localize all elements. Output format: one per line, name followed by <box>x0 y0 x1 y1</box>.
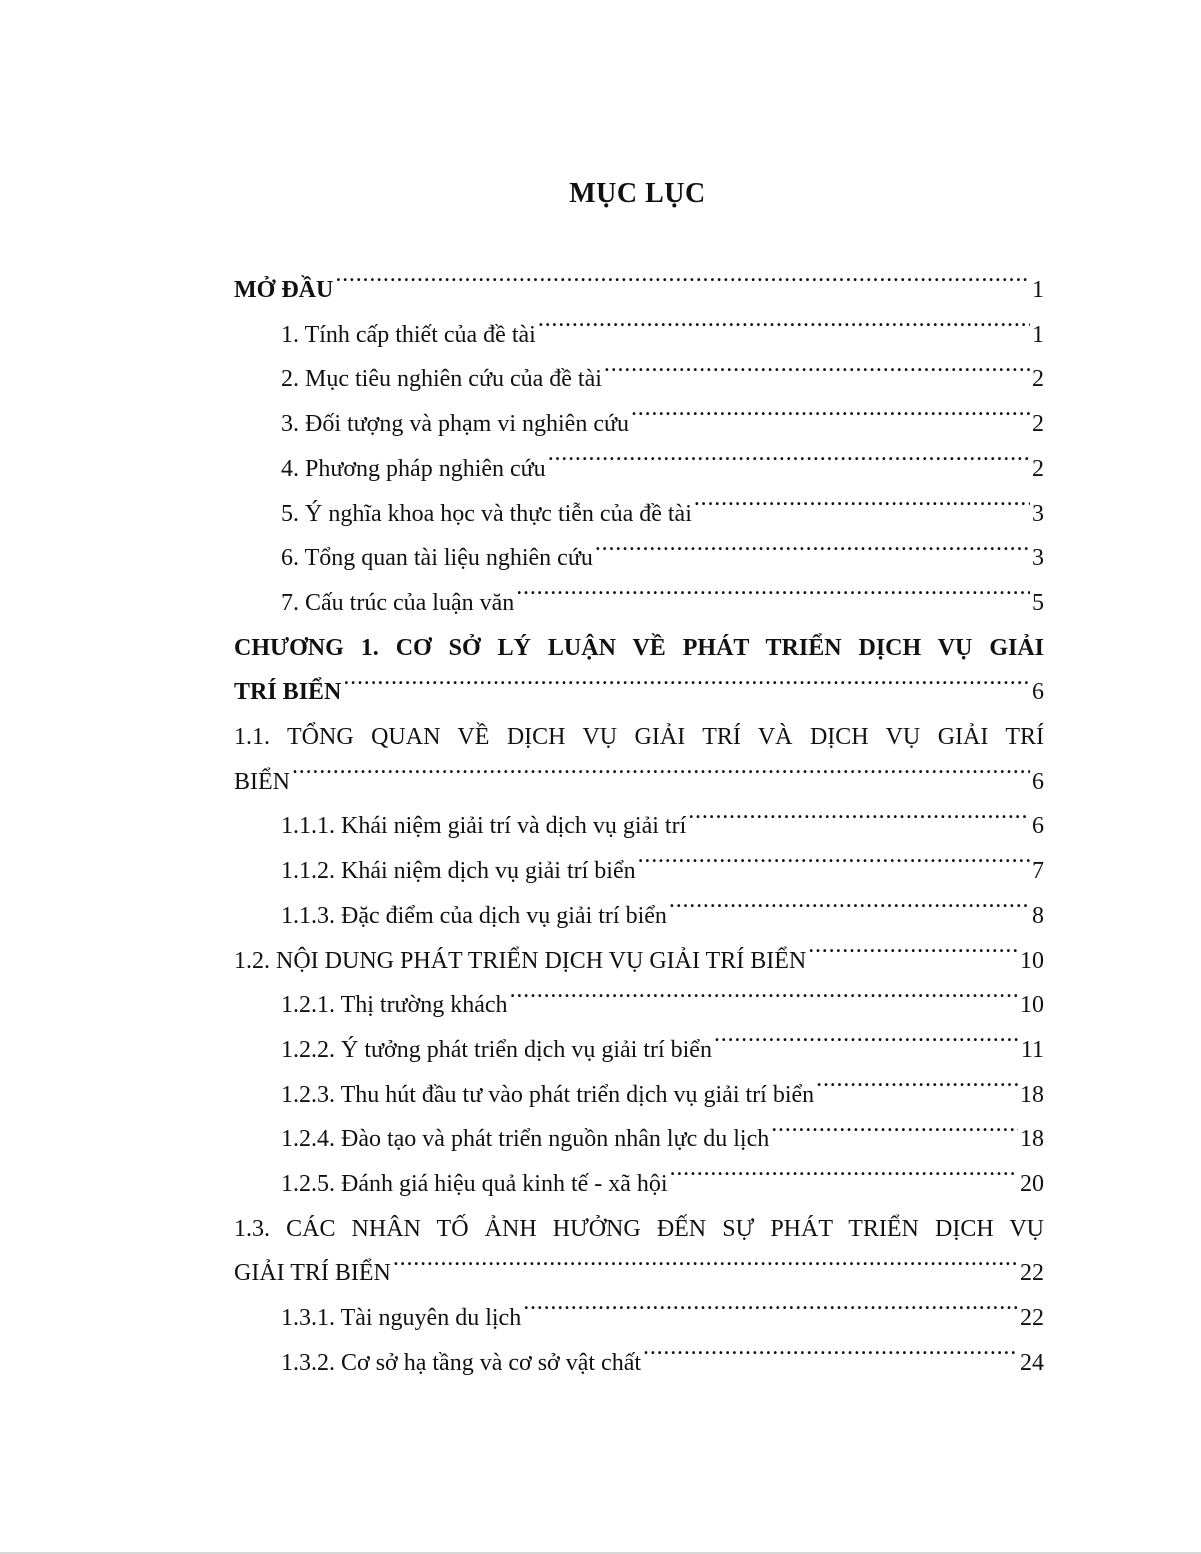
toc-chapter-1[interactable] <box>234 670 1044 715</box>
dot-leader <box>343 675 1030 699</box>
toc-page-number: 1 <box>1032 321 1044 348</box>
page-title: MỤC LỤC <box>569 178 706 209</box>
toc-page-number: 7 <box>1032 858 1044 885</box>
toc-chapter-1-line-1[interactable]: CHƯƠNG 1. CƠ SỞ LÝ LUẬN VỀ PHÁT TRIỂN DỊCH VỤ GIẢI <box>234 634 1044 661</box>
toc-entry[interactable] <box>234 313 1044 358</box>
toc-entry-label: 1.2. NỘI DUNG PHÁT TRIỂN DỊCH VỤ GIẢI TRÍ BIỂN <box>234 947 807 974</box>
toc-entry[interactable] <box>234 1296 1044 1341</box>
toc-entry-label: 1.2.3. Thu hút đầu tư vào phát triển dịch vụ giải trí biển <box>281 1081 815 1108</box>
toc-entry[interactable] <box>234 1341 1044 1386</box>
toc-entry[interactable] <box>234 357 1044 402</box>
toc-page-number: 10 <box>1020 947 1044 974</box>
toc-entry[interactable] <box>234 492 1044 537</box>
table-of-contents <box>234 268 1044 1386</box>
toc-entry-mo-dau[interactable] <box>234 268 1044 313</box>
toc-entry-label: 6. Tổng quan tài liệu nghiên cứu <box>281 545 593 572</box>
toc-page-number: 22 <box>1020 1305 1044 1332</box>
toc-page-number: 1 <box>1032 277 1044 303</box>
toc-page-number: 2 <box>1032 366 1044 393</box>
toc-entry[interactable] <box>234 402 1044 447</box>
toc-entry-label: TRÍ BIỂN <box>234 679 342 706</box>
toc-entry-label: 2. Mục tiêu nghiên cứu của đề tài <box>281 366 602 393</box>
dot-leader <box>714 1033 1019 1057</box>
dot-leader <box>335 273 1030 297</box>
dot-leader <box>523 1301 1018 1325</box>
dot-leader <box>631 407 1030 431</box>
dot-leader <box>771 1122 1018 1146</box>
toc-page-number: 3 <box>1032 500 1044 527</box>
toc-section-1-1-line-1[interactable]: 1.1. TỔNG QUAN VỀ DỊCH VỤ GIẢI TRÍ VÀ DỊCH VỤ GIẢI TRÍ <box>234 724 1044 751</box>
toc-entry-label: 5. Ý nghĩa khoa học và thực tiễn của đề tài <box>281 500 692 527</box>
toc-entry[interactable] <box>234 447 1044 492</box>
toc-page-number: 6 <box>1032 679 1044 706</box>
dot-leader <box>638 854 1030 878</box>
toc-page-number: 8 <box>1032 902 1044 929</box>
toc-page-number: 22 <box>1020 1260 1044 1287</box>
toc-entry-label: MỞ ĐẦU <box>234 277 334 303</box>
dot-leader <box>816 1078 1018 1102</box>
toc-entry-label: 1. Tính cấp thiết của đề tài <box>281 321 536 348</box>
dot-leader <box>538 318 1030 342</box>
dot-leader <box>516 586 1030 610</box>
toc-entry[interactable] <box>234 1073 1044 1118</box>
dot-leader <box>548 452 1030 476</box>
toc-entry-label: 1.3.1. Tài nguyên du lịch <box>281 1305 522 1332</box>
toc-entry-label: 1.2.4. Đào tạo và phát triển nguồn nhân lực du lịch <box>281 1126 770 1153</box>
toc-entry-label: 1.3.2. Cơ sở hạ tầng và cơ sở vật chất <box>281 1349 642 1376</box>
dot-leader <box>510 988 1018 1012</box>
dot-leader <box>669 899 1030 923</box>
dot-leader <box>808 944 1018 968</box>
toc-page-number: 6 <box>1032 768 1044 795</box>
toc-section-1-3-line-1[interactable]: 1.3. CÁC NHÂN TỐ ẢNH HƯỞNG ĐẾN SỰ PHÁT TRIỂN DỊCH VỤ <box>234 1215 1044 1242</box>
toc-entry-label: 7. Cấu trúc của luận văn <box>281 589 515 616</box>
toc-entry[interactable] <box>234 581 1044 626</box>
dot-leader <box>643 1346 1018 1370</box>
toc-section-1-3[interactable] <box>234 1251 1044 1296</box>
toc-page-number: 6 <box>1032 813 1044 840</box>
toc-entry[interactable] <box>234 894 1044 939</box>
dot-leader <box>694 497 1030 521</box>
toc-entry-label: 1.2.5. Đánh giá hiệu quả kinh tế - xã hội <box>281 1171 668 1198</box>
toc-entry-label: 1.2.1. Thị trường khách <box>281 992 508 1019</box>
toc-entry[interactable] <box>234 1028 1044 1073</box>
toc-section-1-2[interactable] <box>234 939 1044 984</box>
toc-entry[interactable] <box>234 1162 1044 1207</box>
toc-section-1-1[interactable] <box>234 760 1044 805</box>
toc-entry-label: 1.1.3. Đặc điểm của dịch vụ giải trí biển <box>281 902 667 929</box>
toc-entry[interactable] <box>234 804 1044 849</box>
toc-entry-label: 4. Phương pháp nghiên cứu <box>281 455 546 482</box>
toc-page-number: 2 <box>1032 411 1044 438</box>
toc-entry[interactable] <box>234 536 1044 581</box>
dot-leader <box>292 765 1030 789</box>
dot-leader <box>393 1256 1018 1280</box>
toc-entry[interactable] <box>234 1117 1044 1162</box>
dot-leader <box>595 541 1030 565</box>
toc-page-number: 18 <box>1020 1081 1044 1108</box>
toc-page-number: 24 <box>1020 1349 1044 1376</box>
toc-entry[interactable] <box>234 983 1044 1028</box>
toc-page-number: 5 <box>1032 589 1044 616</box>
toc-entry-label: 1.1.2. Khái niệm dịch vụ giải trí biển <box>281 858 636 885</box>
toc-page-number: 10 <box>1020 992 1044 1019</box>
dot-leader <box>688 809 1030 833</box>
toc-page-number: 2 <box>1032 455 1044 482</box>
toc-entry-label: GIẢI TRÍ BIỂN <box>234 1260 391 1287</box>
toc-entry-label: 1.2.2. Ý tưởng phát triển dịch vụ giải trí biển <box>281 1036 712 1063</box>
toc-entry-label: 1.1.1. Khái niệm giải trí và dịch vụ giải trí <box>281 813 687 840</box>
toc-page-number: 18 <box>1020 1126 1044 1153</box>
toc-entry-label: BIỂN <box>234 768 290 795</box>
toc-entry-label: 3. Đối tượng và phạm vi nghiên cứu <box>281 411 629 438</box>
toc-page-number: 20 <box>1020 1171 1044 1198</box>
toc-page-number: 3 <box>1032 545 1044 572</box>
toc-page-number: 11 <box>1020 1036 1044 1063</box>
dot-leader <box>604 362 1030 386</box>
toc-entry[interactable] <box>234 849 1044 894</box>
dot-leader <box>670 1167 1018 1191</box>
